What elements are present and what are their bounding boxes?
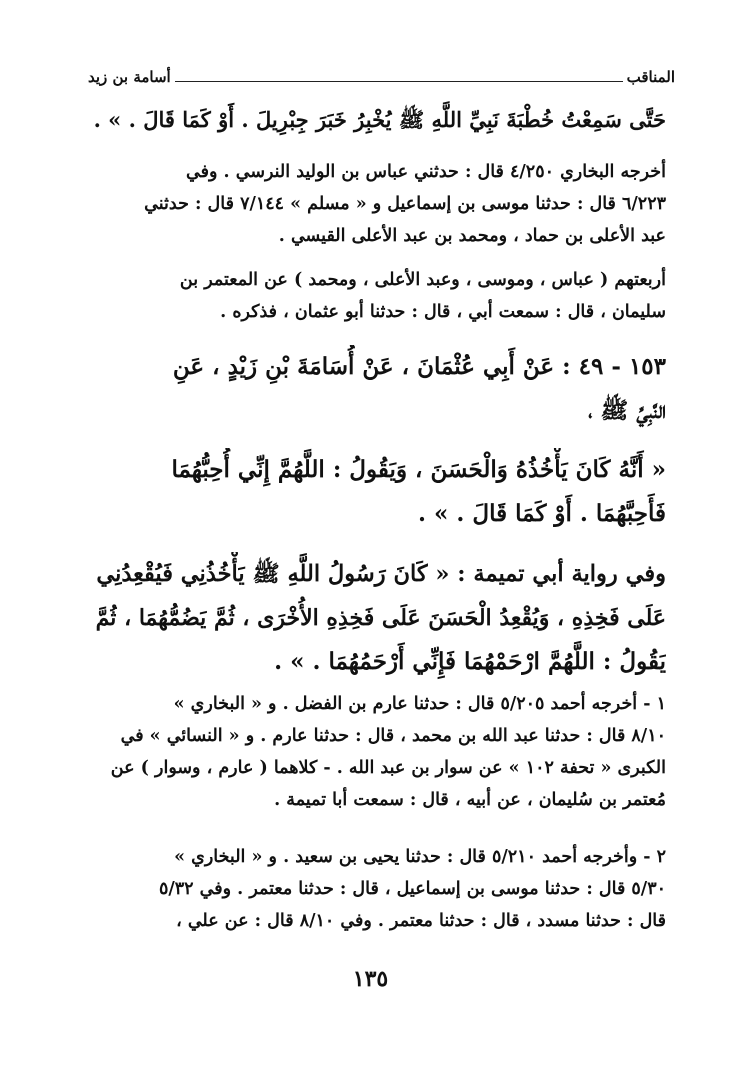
text-line: سليمان ، قال : سمعت أبي ، قال : حدثنا أبو عثمان ، فذكره .: [220, 302, 666, 322]
running-header: [88, 62, 675, 86]
text-line: ٢ - وأخرجه أحمد ٥/٢١٠ قال : حدثنا يحيى بن سعيد . و « البخاري »: [174, 847, 666, 867]
text-line: ٨/١٠ قال : حدثنا عبد الله بن محمد ، قال : حدثنا عارم . و « النسائي » في: [120, 726, 666, 746]
hadith-153-matn: [88, 448, 666, 536]
text-line: يَقُولُ : اللَّهُمَّ ارْحَمْهُمَا فَإِنِّي أَرْحَمُهُمَا . » .: [274, 648, 666, 675]
text-line: ١ - أخرجه أحمد ٥/٢٠٥ قال : حدثنا عارم بن الفضل . و « البخاري »: [173, 694, 666, 714]
text-line: أخرجه البخاري ٤/٢٥٠ قال : حدثني عباس بن الوليد النرسي . وفي: [186, 162, 666, 182]
text-line: عَلَى فَخِذِهِ ، وَيُقْعِدُ الْحَسَنَ عَلَى فَخِذِهِ الأُخْرَى ، ثُمَّ يَضُمُّهُمَا ، ثُمَّ: [95, 605, 666, 631]
text-line: فَأَحِبَّهُمَا . أَوْ كَمَا قَالَ . » .: [418, 500, 666, 527]
takhrij-chain-summary: [88, 264, 666, 328]
text-line: حَتَّى سَمِعْتُ خُطْبَةَ نَبِيِّ اللَّهِ ﷺ يُخْبِرُ خَبَرَ جِبْرِيلَ . أَوْ كَمَا قَالَ . » .: [93, 107, 666, 132]
text-line: عبد الأعلى بن حماد ، ومحمد بن عبد الأعلى القيسي .: [278, 226, 666, 246]
hadith-153-isnad: [88, 345, 666, 433]
hadith-continuation: [88, 98, 666, 142]
text-line: ٥/٣٠ قال : حدثنا موسى بن إسماعيل ، قال : حدثنا معتمر . وفي ٥/٣٢: [158, 879, 666, 899]
page-number: ١٣٥: [352, 966, 389, 992]
text-line: « أَنَّهُ كَانَ يَأْخُذُهُ وَالْحَسَنَ ، وَيَقُولُ : اللَّهُمَّ إِنِّي أُحِبُّهُمَا: [171, 456, 666, 483]
text-line: قال : حدثنا مسدد ، قال : حدثنا معتمر . وفي ٨/١٠ قال : عن علي ،: [176, 911, 666, 931]
text-line: أربعتهم ( عباس ، وموسى ، وعبد الأعلى ، ومحمد ) عن المعتمر بن: [179, 270, 666, 290]
takhrij-note-1: [88, 688, 666, 816]
header-rule: [175, 81, 623, 82]
text-line: الكبرى « تحفة ١٠٢ » عن سوار بن عبد الله . - كلاهما ( عارم ، وسوار ) عن: [110, 758, 666, 778]
header-topic: أسامة بن زيد: [88, 68, 171, 86]
text-line: ١٥٣ - ٤٩ : عَنْ أَبِي عُثْمَانَ ، عَنْ أُسَامَةَ بْنِ زَيْدٍ ، عَنِ: [172, 353, 666, 380]
text-line: ٦/٢٢٣ قال : حدثنا موسى بن إسماعيل و « مسلم » ٧/١٤٤ قال : حدثني: [144, 194, 666, 214]
header-chapter: المناقب: [626, 68, 675, 86]
takhrij-note-2: [88, 841, 666, 937]
text-line: النَّبِيِّ ﷺ ،: [588, 397, 666, 424]
text-line: مُعتمر بن سُليمان ، عن أبيه ، قال : سمعت أبا تميمة .: [274, 790, 666, 810]
abu-tamima-narration: [88, 552, 666, 684]
takhrij-bukhari-muslim: [88, 156, 666, 252]
text-line: وفي رواية أبي تميمة : « كَانَ رَسُولُ اللَّهِ ﷺ يَأْخُذُنِي فَيُقْعِدُنِي: [96, 561, 666, 587]
